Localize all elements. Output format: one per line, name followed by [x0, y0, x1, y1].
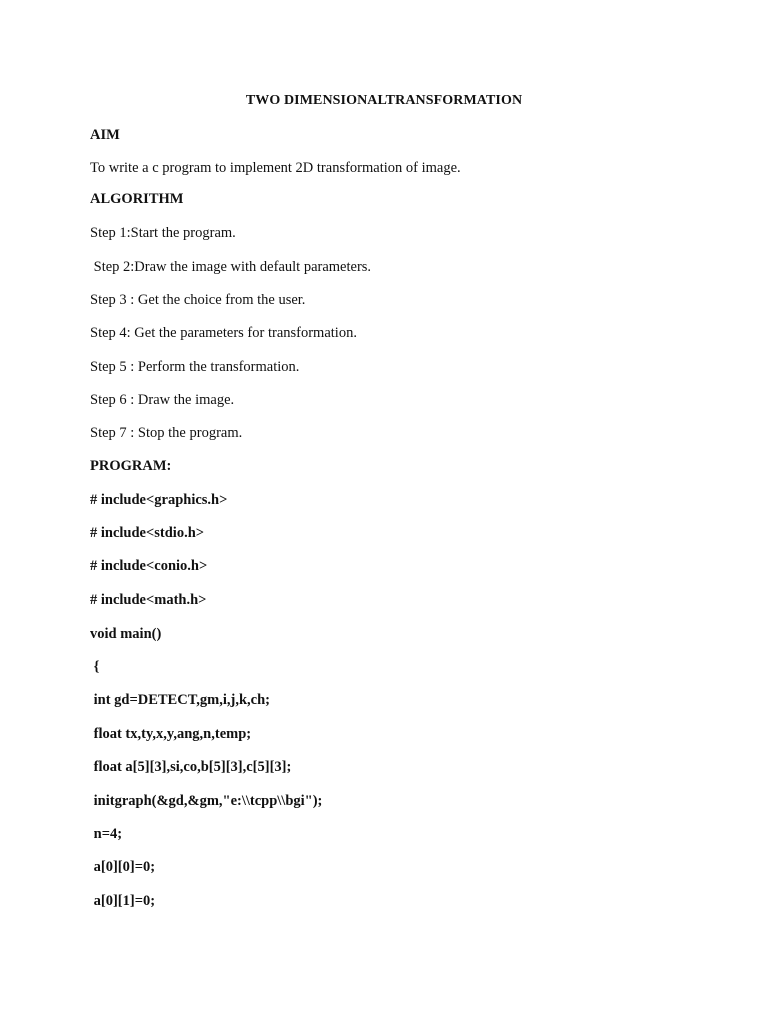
- document-title: TWO DIMENSIONALTRANSFORMATION: [245, 93, 523, 108]
- code-line: a[0][1]=0;: [90, 893, 156, 909]
- algorithm-heading: ALGORITHM: [90, 191, 184, 207]
- code-line: n=4;: [90, 826, 123, 842]
- code-line: # include<math.h>: [90, 592, 207, 608]
- algorithm-step: Step 2:Draw the image with default parameters.: [90, 259, 372, 275]
- code-line: int gd=DETECT,gm,i,j,k,ch;: [90, 692, 271, 708]
- program-heading: PROGRAM:: [90, 458, 172, 474]
- algorithm-step: Step 1:Start the program.: [90, 225, 236, 241]
- code-line: initgraph(&gd,&gm,"e:\\tcpp\\bgi");: [90, 793, 323, 809]
- aim-heading: AIM: [90, 127, 120, 143]
- code-line: {: [90, 659, 100, 675]
- code-line: float tx,ty,x,y,ang,n,temp;: [90, 726, 252, 742]
- algorithm-step: Step 3 : Get the choice from the user.: [90, 292, 306, 308]
- aim-text: To write a c program to implement 2D transformation of image.: [90, 160, 461, 176]
- code-line: # include<stdio.h>: [90, 525, 205, 541]
- algorithm-step: Step 7 : Stop the program.: [90, 425, 243, 441]
- algorithm-step: Step 6 : Draw the image.: [90, 392, 235, 408]
- code-line: # include<conio.h>: [90, 558, 208, 574]
- algorithm-step: Step 4: Get the parameters for transformation.: [90, 325, 357, 341]
- code-line: float a[5][3],si,co,b[5][3],c[5][3];: [90, 759, 292, 775]
- algorithm-step: Step 5 : Perform the transformation.: [90, 359, 300, 375]
- code-line: void main(): [90, 626, 162, 642]
- code-line: # include<graphics.h>: [90, 492, 228, 508]
- code-line: a[0][0]=0;: [90, 859, 156, 875]
